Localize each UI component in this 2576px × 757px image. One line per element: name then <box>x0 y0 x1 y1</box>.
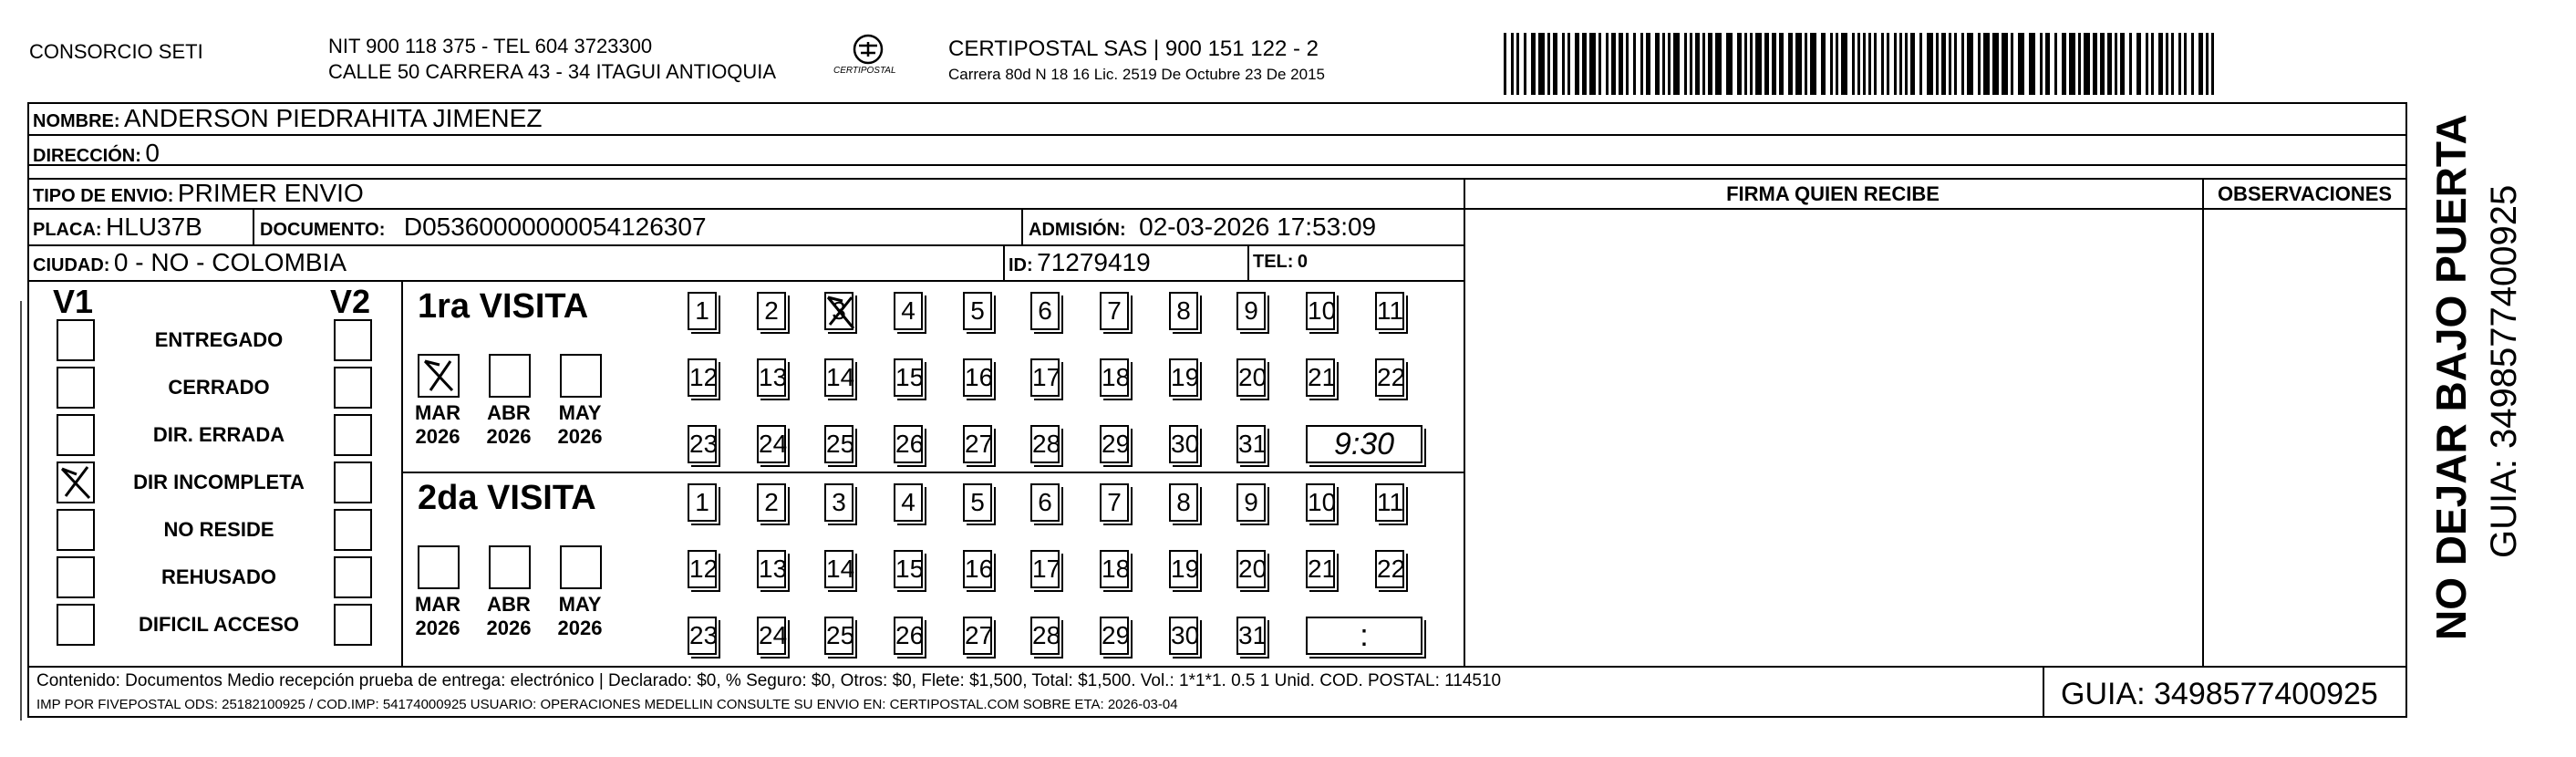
month-checkbox[interactable] <box>489 354 531 398</box>
day-number: 3 <box>832 296 846 325</box>
day-number: 14 <box>826 363 855 391</box>
day-box[interactable] <box>757 292 786 330</box>
day-number: 10 <box>1308 488 1337 516</box>
day-number: 7 <box>1107 296 1122 325</box>
month-year: 2026 <box>415 425 460 448</box>
month-checkbox[interactable] <box>560 545 602 589</box>
day-box[interactable] <box>894 550 923 588</box>
month-year: 2026 <box>486 425 532 448</box>
day-number: 1 <box>695 296 709 325</box>
certipostal-logo <box>832 33 905 88</box>
day-number: 20 <box>1238 555 1267 583</box>
visit2-title: 2da VISITA <box>418 479 596 517</box>
documento-value: D05360000000054126307 <box>403 213 707 241</box>
day-box[interactable] <box>824 425 853 463</box>
day-box[interactable] <box>688 358 717 397</box>
reason-label: CERRADO <box>168 376 270 399</box>
day-number: 13 <box>759 363 788 391</box>
day-box[interactable] <box>894 483 923 522</box>
day-number: 7 <box>1107 488 1122 516</box>
tel-label: TEL: <box>1253 252 1294 272</box>
v1-checkbox[interactable] <box>57 556 95 598</box>
day-box[interactable] <box>757 483 786 522</box>
day-box[interactable] <box>1169 483 1198 522</box>
day-box[interactable] <box>1236 550 1266 588</box>
documento-label: DOCUMENTO: <box>260 220 386 240</box>
day-box[interactable] <box>1169 292 1198 330</box>
day-number: 3 <box>832 488 846 516</box>
footer-imp: IMP POR FIVEPOSTAL ODS: 25182100925 / COD.IMP: 54174000925 USUARIO: OPERACIONES MEDELLIN CONSULTE SU ENVIO EN: CERTIPOSTAL.COM SOBRE ETA: 2026-03-04 <box>36 697 1178 712</box>
v2-checkbox[interactable] <box>334 461 372 503</box>
day-box[interactable] <box>824 292 853 330</box>
side-panel <box>2407 102 2576 649</box>
v1-checkbox[interactable] <box>57 414 95 456</box>
day-box[interactable] <box>963 425 992 463</box>
month-year: 2026 <box>557 425 603 448</box>
day-number: 15 <box>895 555 925 583</box>
day-box[interactable] <box>757 617 786 655</box>
footer-guia: GUIA: 3498577400925 <box>2061 677 2378 711</box>
day-number: 21 <box>1308 555 1337 583</box>
observaciones-header: OBSERVACIONES <box>2217 182 2393 205</box>
nombre-value: ANDERSON PIEDRAHITA JIMENEZ <box>124 104 543 132</box>
day-number: 26 <box>895 621 925 649</box>
day-number: 29 <box>1102 621 1131 649</box>
day-box[interactable] <box>1236 292 1266 330</box>
day-box[interactable] <box>757 425 786 463</box>
day-box[interactable] <box>894 425 923 463</box>
day-number: 14 <box>826 555 855 583</box>
nombre-label: NOMBRE: <box>33 111 120 131</box>
month-year: 2026 <box>486 617 532 639</box>
logo-text: CERTIPOSTAL <box>833 66 896 76</box>
day-number: 28 <box>1032 430 1061 458</box>
day-number: 22 <box>1377 555 1406 583</box>
day-box[interactable] <box>1100 292 1129 330</box>
day-box[interactable] <box>824 358 853 397</box>
month-year: 2026 <box>415 617 460 639</box>
v2-label: V2 <box>330 283 371 320</box>
day-box[interactable] <box>688 483 717 522</box>
month-label: MAY <box>558 401 602 424</box>
reason-label: NO RESIDE <box>163 518 274 541</box>
month-checkbox[interactable] <box>560 354 602 398</box>
day-number: 6 <box>1038 488 1052 516</box>
day-number: 1 <box>695 488 709 516</box>
time-box[interactable] <box>1306 617 1422 655</box>
id-value: 71279419 <box>1037 248 1151 276</box>
ciudad-value: 0 - NO - COLOMBIA <box>113 248 347 276</box>
day-number: 11 <box>1377 296 1404 325</box>
v1-checkbox[interactable] <box>57 604 95 646</box>
admision-label: ADMISIÓN: <box>1029 220 1126 240</box>
day-number: 24 <box>759 621 788 649</box>
day-box[interactable] <box>963 550 992 588</box>
observaciones-area[interactable] <box>2205 211 2405 664</box>
day-number: 25 <box>826 621 855 649</box>
month-label: ABR <box>487 593 531 616</box>
firma-quien-recibe: FIRMA QUIEN RECIBE <box>1726 182 1940 205</box>
day-number: 29 <box>1102 430 1131 458</box>
day-number: 27 <box>965 430 994 458</box>
v1-checkbox[interactable] <box>57 319 95 361</box>
month-year: 2026 <box>557 617 603 639</box>
day-box[interactable] <box>963 358 992 397</box>
day-number: 18 <box>1102 555 1131 583</box>
day-number: 19 <box>1171 555 1200 583</box>
day-number: 23 <box>689 430 719 458</box>
day-box[interactable] <box>1030 617 1060 655</box>
time-value: 9:30 <box>1333 427 1395 461</box>
certipostal-line1: CERTIPOSTAL SAS | 900 151 122 - 2 <box>948 36 1319 61</box>
month-label: MAR <box>414 593 461 616</box>
day-number: 17 <box>1032 363 1061 391</box>
day-box[interactable] <box>1375 550 1404 588</box>
day-box[interactable] <box>1030 292 1060 330</box>
day-number: 19 <box>1171 363 1200 391</box>
tipo-envio-label: TIPO DE ENVIO: <box>33 186 174 206</box>
day-box[interactable] <box>1100 617 1129 655</box>
v2-checkbox[interactable] <box>334 319 372 361</box>
day-number: 24 <box>759 430 788 458</box>
day-number: 30 <box>1171 621 1200 649</box>
day-number: 16 <box>965 555 994 583</box>
day-number: 12 <box>689 363 719 391</box>
id-label: ID: <box>1009 255 1033 275</box>
day-box[interactable] <box>1236 617 1266 655</box>
day-number: 17 <box>1032 555 1061 583</box>
day-box[interactable] <box>1100 425 1129 463</box>
day-box[interactable] <box>1030 425 1060 463</box>
day-number: 22 <box>1377 363 1406 391</box>
day-box[interactable] <box>688 425 717 463</box>
v2-checkbox[interactable] <box>334 556 372 598</box>
reason-label: ENTREGADO <box>154 328 284 351</box>
day-number: 31 <box>1238 430 1267 458</box>
day-number: 4 <box>901 488 916 516</box>
day-number: 8 <box>1176 488 1191 516</box>
tel-value: 0 <box>1297 252 1309 272</box>
signature-area[interactable] <box>1466 211 2199 664</box>
reason-label: DIFICIL ACCESO <box>138 613 299 636</box>
day-box[interactable] <box>1100 358 1129 397</box>
certipostal-line2: Carrera 80d N 18 16 Lic. 2519 De Octubre 23 De 2015 <box>948 66 1325 83</box>
day-number: 9 <box>1244 296 1258 325</box>
month-label: MAR <box>414 401 461 424</box>
tipo-envio-value: PRIMER ENVIO <box>177 179 364 207</box>
month-label: MAY <box>558 593 602 616</box>
day-number: 2 <box>764 296 779 325</box>
footer-contenido: Contenido: Documentos Medio recepción prueba de entrega: electrónico | Declarado: $0, % Seguro: $0, Otros: $0, Flete: $1,500, Total: $1,500. Vol.: 1*1*1. 0.5 1 Unid. COD. POSTAL: 114510 <box>36 671 1502 690</box>
visit1-title: 1ra VISITA <box>418 287 589 326</box>
month-checkbox[interactable] <box>489 545 531 589</box>
day-number: 5 <box>970 296 985 325</box>
v2-checkbox[interactable] <box>334 509 372 551</box>
day-box[interactable] <box>894 617 923 655</box>
day-number: 6 <box>1038 296 1052 325</box>
admision-value: 02-03-2026 17:53:09 <box>1139 213 1377 241</box>
day-box[interactable] <box>757 358 786 397</box>
v1-checkbox[interactable] <box>57 367 95 409</box>
day-box[interactable] <box>1375 358 1404 397</box>
day-number: 18 <box>1102 363 1131 391</box>
v2-checkbox[interactable] <box>334 604 372 646</box>
day-box[interactable] <box>1100 483 1129 522</box>
day-number: 25 <box>826 430 855 458</box>
day-box[interactable] <box>894 292 923 330</box>
v1-checkbox[interactable] <box>57 461 95 503</box>
day-box[interactable] <box>963 292 992 330</box>
placa-value: HLU37B <box>106 213 202 241</box>
day-number: 2 <box>764 488 779 516</box>
day-box[interactable] <box>1100 550 1129 588</box>
day-box[interactable] <box>1236 358 1266 397</box>
day-number: 9 <box>1244 488 1258 516</box>
day-number: 31 <box>1238 621 1267 649</box>
day-box[interactable] <box>688 292 717 330</box>
v1-label: V1 <box>53 283 94 320</box>
day-box[interactable] <box>1375 292 1404 330</box>
day-number: 4 <box>901 296 916 325</box>
day-number: 8 <box>1176 296 1191 325</box>
month-checkbox[interactable] <box>418 354 460 398</box>
day-number: 23 <box>689 621 719 649</box>
day-box[interactable] <box>1306 483 1335 522</box>
day-box[interactable] <box>1030 483 1060 522</box>
day-number: 16 <box>965 363 994 391</box>
day-box[interactable] <box>824 483 853 522</box>
reason-label: DIR INCOMPLETA <box>133 471 305 493</box>
day-box[interactable] <box>1375 483 1404 522</box>
day-box[interactable] <box>1306 550 1335 588</box>
day-number: 10 <box>1308 296 1337 325</box>
day-number: 5 <box>970 488 985 516</box>
day-box[interactable] <box>963 617 992 655</box>
ciudad-label: CIUDAD: <box>33 255 110 275</box>
barcode <box>1500 33 2225 95</box>
day-number: 15 <box>895 363 925 391</box>
reason-label: DIR. ERRADA <box>152 423 285 446</box>
day-number: 26 <box>895 430 925 458</box>
day-number: 27 <box>965 621 994 649</box>
nit-line: NIT 900 118 375 - TEL 604 3723300 <box>328 35 653 57</box>
day-box[interactable] <box>894 358 923 397</box>
v1-checkbox[interactable] <box>57 509 95 551</box>
v2-checkbox[interactable] <box>334 367 372 409</box>
day-box[interactable] <box>1169 425 1198 463</box>
day-number: 11 <box>1377 488 1404 516</box>
direccion-label: DIRECCIÓN: <box>33 146 141 166</box>
day-box[interactable] <box>1236 483 1266 522</box>
address-line: CALLE 50 CARRERA 43 - 34 ITAGUI ANTIOQUIA <box>328 60 777 83</box>
side-guia: GUIA: 3498577400925 <box>2484 184 2524 558</box>
placa-label: PLACA: <box>33 220 102 240</box>
direccion-value: 0 <box>145 139 160 167</box>
time-value: : <box>1360 618 1369 653</box>
company-name: CONSORCIO SETI <box>29 40 203 63</box>
day-box[interactable] <box>1169 617 1198 655</box>
day-box[interactable] <box>757 550 786 588</box>
day-number: 12 <box>689 555 719 583</box>
day-box[interactable] <box>1306 358 1335 397</box>
day-box[interactable] <box>1306 292 1335 330</box>
day-box[interactable] <box>1169 358 1198 397</box>
day-number: 13 <box>759 555 788 583</box>
month-checkbox[interactable] <box>418 545 460 589</box>
day-box[interactable] <box>1030 358 1060 397</box>
month-label: ABR <box>487 401 531 424</box>
no-dejar-bajo-puerta: NO DEJAR BAJO PUERTA <box>2427 114 2475 640</box>
day-number: 30 <box>1171 430 1200 458</box>
time-box[interactable] <box>1306 425 1422 463</box>
margin-line <box>20 301 22 721</box>
day-box[interactable] <box>688 617 717 655</box>
day-box[interactable] <box>1030 550 1060 588</box>
v2-checkbox[interactable] <box>334 414 372 456</box>
day-box[interactable] <box>688 550 717 588</box>
day-box[interactable] <box>824 617 853 655</box>
day-number: 21 <box>1308 363 1337 391</box>
day-box[interactable] <box>1169 550 1198 588</box>
day-box[interactable] <box>1236 425 1266 463</box>
reason-label: REHUSADO <box>161 565 276 588</box>
day-number: 20 <box>1238 363 1267 391</box>
day-box[interactable] <box>963 483 992 522</box>
day-number: 28 <box>1032 621 1061 649</box>
day-box[interactable] <box>824 550 853 588</box>
